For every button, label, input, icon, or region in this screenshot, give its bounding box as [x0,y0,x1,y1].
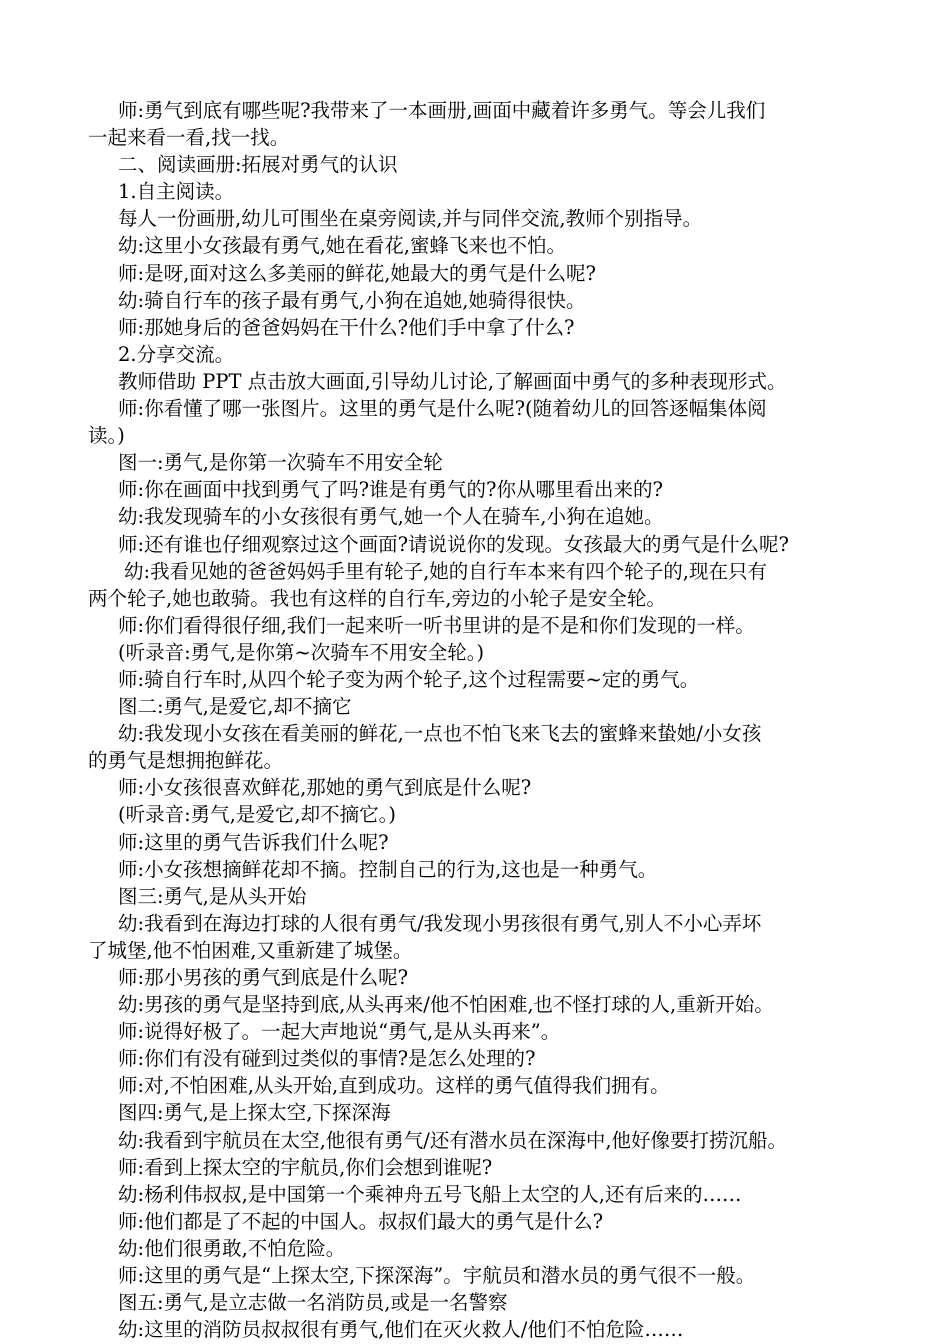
text-line: 2.分享交流。 [118,342,235,366]
text-line: 师:骑自行车时,从四个轮子变为两个轮子,这个过程需要~定的勇气。 [118,667,700,691]
text-line: 师:小女孩想摘鲜花却不摘。控制自己的行为,这也是一种勇气。 [118,857,658,881]
document-body [88,97,868,1343]
text-line: 师:那她身后的爸爸妈妈在干什么?他们手中拿了什么? [118,315,575,339]
text-line: 图一:勇气,是你第一次骑车不用安全轮 [118,451,443,475]
text-line: 每人一份画册,幼儿可围坐在桌旁阅读,并与同伴交流,教师个别指导。 [118,207,703,231]
text-line: 幼:我看到宇航员在太空,他很有勇气/还有潜水员在深海中,他好像要打捞沉船。 [118,1128,788,1152]
text-line: 幼:杨利伟叔叔,是中国第一个乘神舟五号飞船上太空的人,还有后来的…… [118,1182,742,1206]
text-line: 师:对,不怕困难,从头开始,直到成功。这样的勇气值得我们拥有。 [118,1074,670,1098]
text-line: 二、阅读画册:拓展对勇气的认识 [118,153,398,177]
text-line: 师:还有谁也仔细观察过这个画面?请说说你的发现。女孩最大的勇气是什么呢? [118,532,789,556]
text-line: 幼:我看到在海边打球的人很有勇气/我发现小男孩很有勇气,别人不小心弄坏 [118,911,762,935]
text-line: 图四:勇气,是上探太空,下探深海 [118,1101,391,1125]
text-line: 了城堡,他不怕困难,又重新建了城堡。 [88,938,413,962]
text-line: 两个轮子,她也敢骑。我也有这样的自行车,旁边的小轮子是安全轮。 [88,586,666,610]
text-line: 师:勇气到底有哪些呢?我带来了一本画册,画面中藏着许多勇气。等会儿我们 [118,99,766,122]
text-line: 幼:我看见她的爸爸妈妈手里有轮子,她的自行车本来有四个轮子的,现在只有 [124,559,767,583]
text-line: 幼:这里小女孩最有勇气,她在看花,蜜蜂飞来也不怕。 [118,234,566,258]
text-line: 幼:我发现小女孩在看美丽的鲜花,一点也不怕飞来飞去的蜜蜂来蛰她/小女孩 [118,722,762,746]
text-line: 图五:勇气,是立志做一名消防员,或是一名警察 [118,1291,508,1315]
text-line: 师:你在画面中找到勇气了吗?谁是有勇气的?你从哪里看出来的? [118,478,663,502]
text-line: 师:你看懂了哪一张图片。这里的勇气是什么呢?(随着幼儿的回答逐幅集体阅 [118,397,767,421]
text-line: (听录音:勇气,是爱它,却不摘它。) [118,803,396,827]
text-line: 幼:这里的消防员叔叔很有勇气,他们在灭火救人/他们不怕危险…… [118,1318,684,1342]
text-line: 幼:他们很勇敢,不怕危险。 [118,1236,346,1260]
text-line: 师:这里的勇气是“上探太空,下探深海”。宇航员和潜水员的勇气很不一般。 [118,1264,756,1288]
text-line: 幼:男孩的勇气是坚持到底,从头再来/他不怕困难,也不怪打球的人,重新开始。 [118,993,774,1017]
text-line: 师:看到上探太空的宇航员,你们会想到谁呢? [118,1155,493,1179]
text-line: 1.自主阅读。 [118,180,235,204]
text-line: 师:你们看得很仔细,我们一起来听一听书里讲的是不是和你们发现的一样。 [118,613,755,637]
text-line: 幼:骑自行车的孩子最有勇气,小狗在追她,她骑得很快。 [118,288,586,312]
text-line: 读。) [88,424,125,448]
text-line: 图三:勇气,是从头开始 [118,884,307,908]
text-line: 图二:勇气,是爱它,却不摘它 [118,695,352,719]
text-line: (听录音:勇气,是你第~次骑车不用安全轮。) [118,640,485,664]
text-line: 师:小女孩很喜欢鲜花,那她的勇气到底是什么呢? [118,776,532,800]
text-line: 的勇气是想拥抱鲜花。 [88,749,284,773]
text-line: 师:那小男孩的勇气到底是什么呢? [118,966,409,989]
text-line: 师:这里的勇气告诉我们什么呢? [118,830,389,854]
text-line: 师:是呀,面对这么多美丽的鲜花,她最大的勇气是什么呢? [118,261,596,285]
text-line: 幼:我发现骑车的小女孩很有勇气,她一个人在骑车,小狗在追她。 [118,505,664,529]
text-line: 师:你们有没有碰到过类似的事情?是怎么处理的? [118,1047,536,1071]
text-line: 教师借助 PPT 点击放大画面,引导幼儿讨论,了解画面中勇气的多种表现形式。 [118,369,787,393]
text-line: 师:说得好极了。一起大声地说“勇气,是从头再来”。 [118,1020,561,1044]
text-line: 一起来看一看,找一找。 [88,126,290,150]
text-line: 师:他们都是了不起的中国人。叔叔们最大的勇气是什么? [118,1209,604,1233]
